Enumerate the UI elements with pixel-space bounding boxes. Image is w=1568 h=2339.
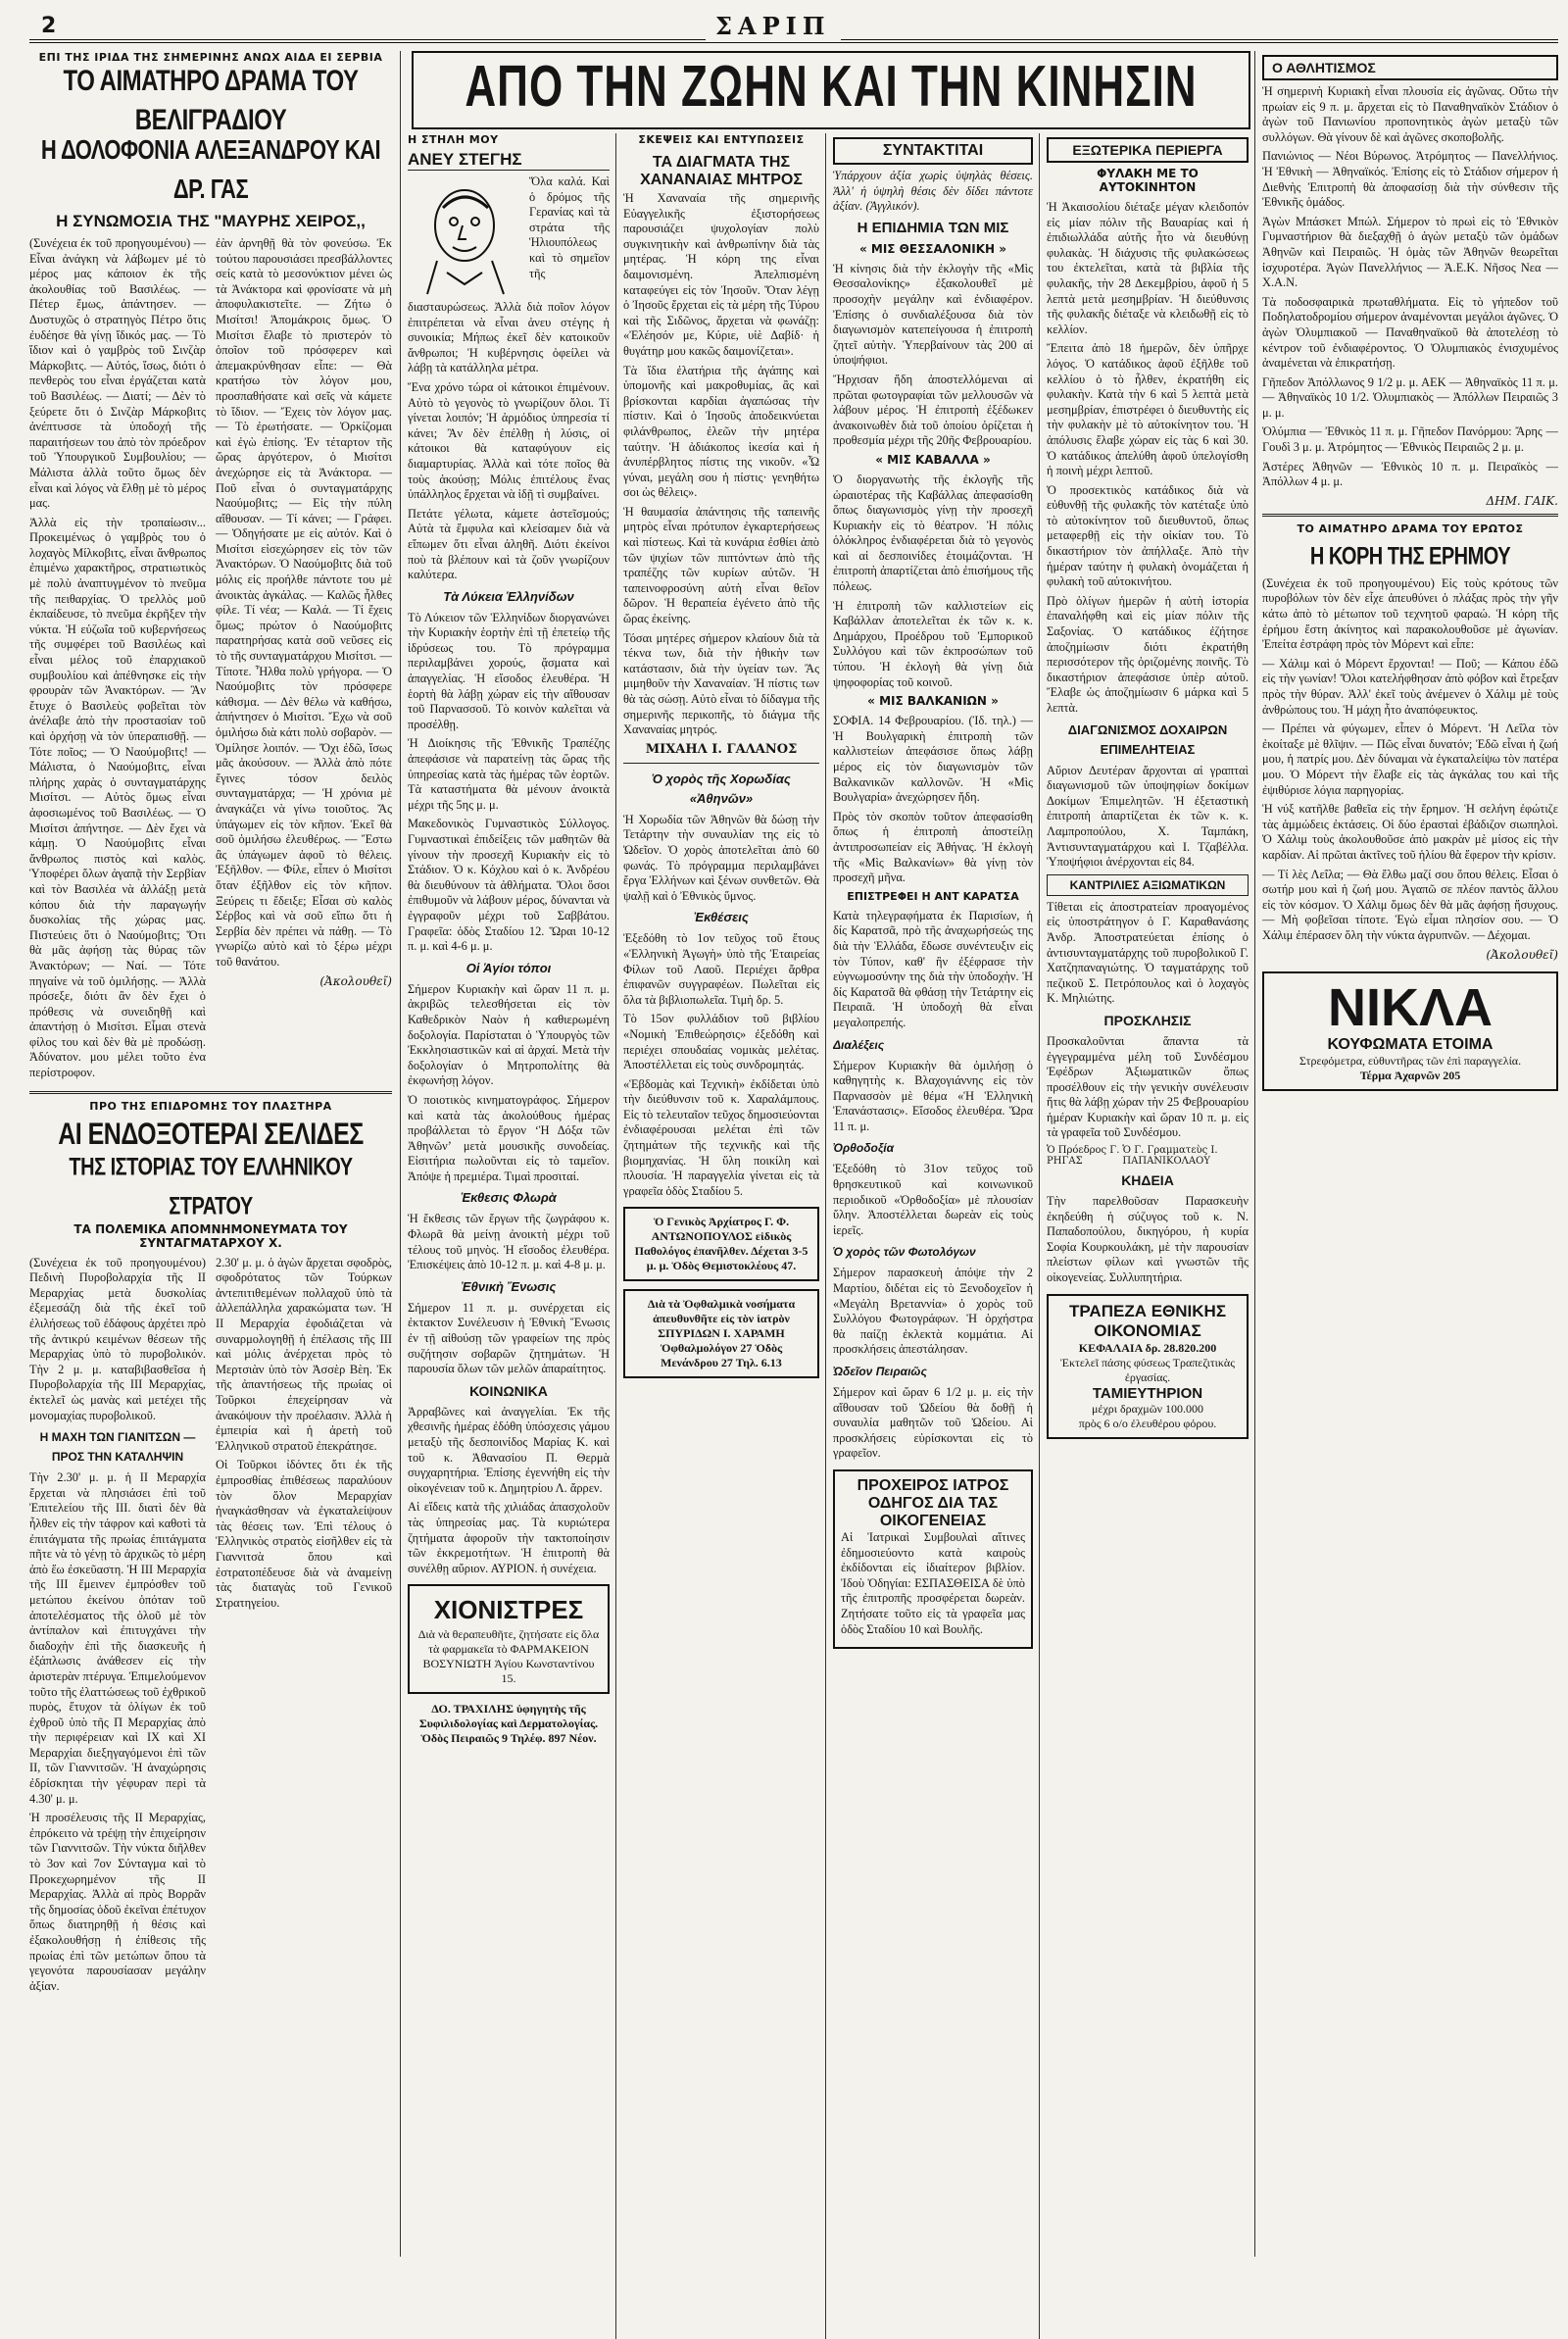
article-headline: Η ΚΟΡΗ ΤΗΣ ΕΡΗΜΟΥ [1309,543,1511,571]
article-text: ἐὰν ἀρνηθῇ θὰ τὸν φονεύσω. Ἐκ τούτου παρουσιάσει πρεσβάλλοντες σείς κατὰ τὸ μεσονύκτιον μένει ὡς τὰ Ἀνάκτορα καὶ φρονίσατε νὰ μὴ ἀποφυλακιστεῖτε. — Ζήτω ὁ Μισίτσι! Ἀπομάκροις ὅμως. Ὁ Μισίτσι ἔλαβε τὸ πριστερόν τὸ ὁποῖον τοῦ πρόσφερεν καὶ ἀπεμακρύνθησαν εἶπε: — Θὰ κρατήσω τὸν λόγον μου, προσπαθήσατε καὶ σεῖς νὰ κάμετε τὸ ἴδιον. — Ἔχεις τὸν λόγον μας. — Τὸ ἐρωτήσατε. — Ὁρκίζομαι καὶ ἐγὼ ἐπίσης. Ἐν τέταρτον τῆς ὥρας ἀργότερον, ὁ Μισίτσι ἀνεχώρησε εἰς τὰ Ἀνάκτορα. — Ποῦ εἶναι ὁ συνταγματάρχης Ναούμοβιτς; — Εἰς τὴν πύλη αἴθουσαν. — Τί κάνει; — Γράφει. — Ὁδηγήσατε με εἰς αὐτόν. Καὶ ὁ Μισίτσι εἰσεχώρησεν εἰς τὸν τῶν Ἀνακτόρων. Ὁ Ναούμοβιτς διὰ τοῦ μόλις εἰς προήλθε πάντοτε του μὲ ἀνοικτὰς ἀγκάλας. — Καλῶς ἦλθες φίλε. Τί νέα; — Καλά. — Τί ἔχεις ὅμως; πρώτον ὁ Ναούμοβιτς παρατηρήσας κατὰ σοῦ νεῦσες εἰς τὸ τῆς συνταγματάρχου Μισίτσι. — Τίποτε. Ἦλθα πολὺ γρήγορα. — Ὁ Ναούμοβιτς τὸν πρόσφερε κάθισμα. — Δὲν θέλω νὰ καθήσω, ἀπήντησεν ὁ Μισίτσι. Ἔχω νὰ σοῦ ὁμιλήσω διὰ κάτι πολὺ σοβαρὸν. — Ὁμίλησε λοιπόν. — Ὄχι ἐδῶ, ἴσως μᾶς ἀκούσουν. — Ἀλλὰ ἀπὸ πότε ἔγινες τόσον δειλὸς συνταγματάρχα; — Ἡ χρόνια μὲ ἀναγκάζει νὰ γίνω τοιοῦτος. Ἄς ὑπάγωμεν εἰς τὸν κῆπον. Ἐκεῖ θὰ σοῦ ὁμιλήσω ἐλευθέρως. — Ἔστω ἂς ὑπάγωμεν ἀφοῦ τὸ θέλεις. Ἐξῆλθον. — Φίλε, εἶπεν ὁ Μισίτσι ὅταν ἐξῆλθον εἰς τὸν κῆπον. Ξεύρεις τι ἔδειξε; Εἶσαι σὺ καλὸς Σέρβος καὶ νὰ σοῦ εἴπω ὅτι ἡ Σερβία δὲν πρέπει νὰ πάθῃ. — Τὸ γνωρίζω αὐτὸ καὶ τὸ ξέρω μέχρι τοῦ θανάτου. [216,236,392,969]
advertisement [408,1584,610,1694]
section-heading: Ὁ χορὸς τῶν Φωτολόγων [833,1245,976,1260]
ad-title: ΝΙΚΛΑ [1327,977,1493,1037]
article-body [29,1256,392,1999]
article-text: — Τί λὲς Λεΐλα; — Θὰ ἔλθω μαζί σου ὅπου θέλεις. Εἶσαι ὁ σωτήρ μου καὶ ἡ ζωή μου. Ἀγαπῶ σε πλέον παντὸς ἄλλου εἰς τὸν κόσμον. Ὁ Χάλιμ ὅμως δὲν θὰ μᾶς ἀφήσῃ ἥσυχους. — Μὴ φοβεῖσαι τίποτε. Ἐγὼ εἶμαι πλησίον σου. — Ὁ Χάλιμ ἐπέρασεν ὅλη τὴν νύκτα ἀγρυπνῶν. — Δέχομαι. [1262,867,1558,942]
article-continued: (Ἀκολουθεῖ) [1486,947,1558,962]
article-headline: Η ΕΠΙΔΗΜΙΑ ΤΩΝ ΜΙΣ [857,219,1009,236]
section-heading: Τὰ Λύκεια Ἑλληνίδων [443,588,574,604]
article-text: Τὰ ποδοσφαιρικὰ πρωταθλήματα. Εἰς τὸ γήπεδον τοῦ Ποδηλατοδρομίου σήμερον ἀναμένονται μεγάλοι ἀγῶνες. Ὁ ἀγὼν Ὀλυμπιακοῦ — Παναθηναϊκοῦ θὰ ἀποτελέσῃ τὸ κέντρον τοῦ ἐνδιαφέροντος. Ὁ Ὀλυμπιακὸς ἐνισχυμένος ἀναμένεται νὰ ἐπικρατήσῃ. [1262,294,1558,371]
ad-text: Διὰ τὰ Ὀφθαλμικὰ νοσήματα ἀπευθυνθῆτε εἰς τὸν ἰατρὸν ΣΠΥΡΙΔΩΝ Ι. ΧΑΡΑΜΗ Ὀφθαλμολόγον 27 Ὁδὸς Μενάνδρου 27 Τηλ. 6.13 [647,1297,796,1370]
article-text: Αὔριον Δευτέραν ἄρχονται αἱ γραπταὶ διαγωνισμοῦ τῶν ὑποψηφίων δοκίμων Δοκίμων Ἐπιμελητῶν. Ἡ ἐξεταστικὴ ἐπιτροπὴ ἀπαρτίζεται ἐκ τῶν κ. κ. Λαμπροπούλου, Χ. Ταμπάκη, Ἀντισυνταγματάρχου καὶ Ι. Τζαβέλλα. Ὑποψήφιοι ἀνέρχονται εἰς 84. [1047,763,1249,870]
article-text: 2.30' μ. μ. ὁ ἀγὼν ἄρχεται σφοδρὸς, σφοδρότατος τῶν Τούρκων ἀντεπιτιθεμένων πολλαχοῦ ὑπὸ τὰ ἀλλεπάλληλα χαρακώματα των. Ἡ ΙΙ Μεραρχία ἐφοδιάζεται νὰ συναρμολογηθῇ ἡ ἐπέλασις τῆς ΙΙΙ καὶ μόλις ἀνέρχεται πρὸς τὸ Μερτσιὰν ὑπὸ τὸν Ἀσσὲρ Βὲη. Ἐκ τῆς ἀπαντήσεως τῆς πρωίας οἱ Τοῦρκοι ἐπεχείρησαν νὰ ἀνακόψουν τὴν προέλασιν. Ἀλλὰ ἡ ἐμπειρία καὶ ἡ ἀρετὴ τοῦ Ἑλληνικοῦ στρατοῦ ἐπεκράτησε. [216,1255,392,1453]
section-heading: ΣΥΝΤΑΚΤΙΤΑΙ [833,137,1033,165]
article-text: Ἡ σημερινὴ Κυριακὴ εἶναι πλουσία εἰς ἀγῶνας. Οὕτω τὴν πρωίαν εἰς 9 π. μ. ἄρχεται εἰς τὸ Παναθηναϊκὸν Στάδιον ὁ ἀγὼν τοῦ Πανιωνίου προπονητικὸς ἀγὼν μεταξὺ τῶν συλλόγων. Θὰ γίνουν δὲ καὶ ἀγῶνες σκοποβολῆς. [1262,84,1558,144]
article-headline: ΤΑ ΔΙΑΓΜΑΤΑ ΤΗΣ ΧΑΝΑΝΑΙΑΣ ΜΗΤΡΟΣ [640,154,803,188]
article-headline: ΤΟ ΑΙΜΑΤΗΡΟ ΔΡΑΜΑ ΤΟΥ ΒΕΛΙΓΡΑΔΙΟΥ [63,64,359,137]
article-kicker: ΕΠΙ ΤΗΣ ΙΡΙΔΑ ΤΗΣ ΣΗΜΕΡΙΝΗΣ ΑΝΩΧ ΑΙΔΑ ΕΙ ΣΕΡΒΙΑ [38,51,383,64]
section-heading: Ὀρθοδοξία [833,1141,895,1156]
article-text: (Συνέχεια ἐκ τοῦ προηγουμένου) Εἰς τοὺς κρότους τῶν πυροβόλων τὸν δὲν εἶχε ἀπευθύνει ὁ πλάξας πρὸς τὴν γῆν κάτω ἀπὸ τὸ μέτωπον τοῦ τεχνητοῦ φαραώ. Ἡ κόρη τῆς ἐρήμου ἔστη ἀκίνητος καὶ παρακολουθοῦσε μὲ ἀγωνίαν. Ἐπείτα ἐστράφη πρὸς τὸν Μόρεντ καὶ εἶπε: [1262,575,1558,652]
article-text: (Συνέχεια έκ τοῦ προηγουμένου) — Εἶναι ἀνάγκη νὰ λάβωμεν μέ τὸ μέρος μας κάποιον ἐκ τῆς ἀκολουθίας τοῦ Βασιλέως. — Πέτερ ἔμως, ἀπάντησεν. — Δυστυχῶς ὁ στρατηγὸς Πέτρο ὅτις ἐυδέησε θὰ γίνῃ ἴδικός μας. — Τὸ ἴδιον καὶ ὁ γαμβρὸς τοῦ Σινζὰρ Μάρκοβιτς. — Αὐτός, ἴσως, διότι ὁ πενθερὸς του εἶναι ἐργάζεται κατὰ τοῦ Βασιλέως. — Διατί; — Δὲν τὸ ξεύρετε ὅτι ὁ Σινζὰρ Μάρκοβιτς ἀνέπτυσσε τὰ ὑποδοχή τῆς παραιτήσεων του ἀπὸ τὸν πρόεδρον τοῦ Ὑπουργικοῦ Συμβουλίου; — Μάλιστα ἀλλὰ τοῦτο ὅμως δὲν εἶναι καὶ λόγος νὰ ἔλθῃ μὲ τὸ μέρος μας. [29,236,206,511]
section-heading: Οἱ Ἁγίοι τόποι [466,960,552,975]
page-number: 2 [41,14,57,38]
article-text: Σήμερον καὶ ὥραν 6 1/2 μ. μ. εἰς τὴν αἴθουσαν τοῦ Ὠδείου θὰ δοθῇ ἡ συναυλία μαθητῶν τοῦ Ὠδείου. Αἱ προσκλήσεις εὑρίσκονται εἰς τὸ γραφεῖον. [833,1385,1033,1461]
column-sports-serial [1262,51,1558,2257]
column-kicker: ΣΚΕΨΕΙΣ ΚΑΙ ΕΝΤΥΠΩΣΕΙΣ [638,133,805,146]
article-text: Πανιώνιος — Νέοι Βύρωνος. Ἀτρόμητος — Πανελλήνιος. Ἡ Ἐθνικὴ — Ἀθηναϊκός. Ἐπίσης εἰς τὸ Στάδιον σήμερον ἡ Διεθνὴς Ἐπιτροπὴ θὰ ἀποφασίσῃ διὰ τὴν σύνθεσιν τῆς Ἐθνικῆς ὁμάδος. [1262,149,1558,210]
column-rule [1039,133,1040,2339]
signature: Ὁ Πρόεδρος Γ. ΡΗΓΑΣ [1047,1145,1120,1168]
article-text: Ὁ προσεκτικὸς κατάδικος διὰ νὰ εὐθυνθῇ τῆς φυλακῆς τὸν κατέταξε ὑπὸ τὸ αὐτοκίνητον τοῦ διευθυντοῦ, ὅπως μεταφερθῇ εἰς τὴν οἰκίαν του. Τὸ δικαστήριον τὸν ἀπήλλαξε. Ἀπὸ τὴν ἡμέραν ταύτην ἡ φυλακὴ ὀνομάζεται ἡ φυλακὴ τοῦ αὐτοκινήτου. [1047,482,1249,589]
ad-title: ΤΡΑΠΕΖΑ ΕΘΝΙΚΗΣ ΟΙΚΟΝΟΜΙΑΣ [1068,1301,1227,1340]
article-text: ΣΟΦΙΑ. 14 Φεβρουαρίου. (Ἰδ. τηλ.) — Ἡ Βουλγαρικὴ ἐπιτροπὴ τῶν καλλιστείων ἀπεφάσισε ὅπως λάβῃ μέρος εἰς τὸν διαγωνισμὸν τῶν Βαλκανικῶν καλλονῶν. Ἡ «Μὶς Βουλγαρία» ἀνεχώρησεν ἤδη. [833,714,1033,805]
ad-text: Αἱ Ἰατρικαὶ Συμβουλαὶ αἵτινες ἐδημοσιεύοντο κατὰ καιροὺς ἐκδίδονται εἰς ἰδιαίτερον βιβλίον. Ἰδοὺ Ὁδηγίαι: ΕΣΠΑΣΘΕΙΣΑ δὲ ὑπὸ τῆς ἐπιτροπῆς προσφέρεται δωρεὰν. Ζητήσατε τοῦτο εἰς τὰ γραφεῖα μας ὁδὸς Σταδίου 10 καὶ Βουλῆς. [841,1529,1025,1636]
article-text: Γῆπεδον Ἀπόλλωνος 9 1/2 μ. μ. ΑΕΚ — Ἀθηναϊκὸς 11 π. μ. — Ἀθηναϊκὸς 10 1/2. Ὁλυμπιακὸς — Ἀπόλλων Πειραιῶς 3 μ. μ. [1262,374,1558,420]
article-text: Σήμερον παρασκευὴ ἀπόψε τὴν 2 Μαρτίου, διδέται εἰς τὸ Ξενοδοχεῖον ἡ «Μεγάλη Βρεταννία» ὁ χορὸς τοῦ Συλλόγου Φωτογράφων. Ἡ ὀρχήστρα θὰ παίζῃ ἐκλεκτὰ κομμάτια. Αἱ προσκλήσεις ἀπεστάλησαν. [833,1266,1033,1357]
article-kicker: ΠΡΟ ΤΗΣ ΕΠΙΔΡΟΜΗΣ ΤΟΥ ΠΛΑΣΤΗΡΑ [89,1099,332,1113]
article-text: Ὁ διοργανωτὴς τῆς ἐκλογῆς τῆς ὡραιοτέρας τῆς Καβάλλας ἀπεφασίσθη ὅπως διαγωνισμὸς γίνῃ τὴν προσεχῆ Κυριακὴν εἰς τὸ θέατρον. Ἡ πόλις ὁλόκληρος ἐνδιαφέρεται διὰ τὸ γεγονὸς καὶ αἱ δεσποινίδες ἑτοιμάζονται. Ἡ ἐπιτροπὴ ἀπαρτίζεται ἀπὸ ἐπισήμους τῆς πόλεως. [833,472,1033,594]
article-text: Ἔπειτα ἀπὸ 18 ἡμερῶν, δὲν ὑπῆρχε λόγος. Ὁ κατάδικος ἀφοῦ ἐξῆλθε τοῦ κελλίου ὁ τὸ ἦλθεν, ἐκρατήθη εἰς φυλακὴν. Κατὰ τὴν 6 καὶ 5 λεπτὰ μετὰ μεσημβρίαν, ἐπιστρέφει ὁ διευθυντὴς εἰς τὴν φυλακὴν μὲ τὸ αὐτοκίνητον του. Ἡ ἀπόλυσις ἔλαβε χώραν εἰς τὰς 6 καὶ 30. Ὁ κατάδικος ἀπελύθη ἀφοῦ ὑπελογίσθη ἡ ποινὴ μέχρι λεπτοῦ. [1047,341,1249,478]
article-text: Πρὸ ὀλίγων ἡμερῶν ἡ αὐτὴ ἱστορία ἐπαναλήφθη καὶ εἰς μίαν πόλιν τῆς Σαξονίας. Ὁ κατάδικος ἐζήτησε ἀποζημίωσιν διότι ἐκρατήθη περισσότερον τῆς ὀριζομένης ποινῆς. Τὸ δικαστήριον ἀπεφάσισε ὑπὲρ αὐτοῦ. Ἔλαβε ὡς ἀποζημίωσιν 6 μάρκα καὶ 5 λεπτὰ. [1047,593,1249,715]
article-headline: ΤΗΣ ΙΣΤΟΡΙΑΣ ΤΟΥ ΕΛΛΗΝΙΚΟΥ ΣΤΡΑΤΟΥ [69,1153,353,1220]
signature: Ὁ Γ. Γραμματεὺς Ι. ΠΑΠΑΝΙΚΟΛΑΟΥ [1122,1145,1218,1168]
article-text: Σήμερον Κυριακὴν καὶ ὥραν 11 π. μ. ἀκριβῶς τελεσθήσεται εἰς τὸν Καθεδρικὸν Ναὸν ἡ καθιερωμένη δοξολογία. Παρίσταται ὁ Ὑπουργὸς τῶν Ἐκκλησιαστικῶν καὶ αἱ ἀρχαί. Μετὰ τὴν δοξολογίαν ὁ Μητροπολίτης θὰ ἐκφωνήσῃ λόγον. [408,981,610,1088]
article-text: Ἡ Διοίκησις τῆς Ἐθνικῆς Τραπέζης ἀπεφάσισε νὰ παρατείνῃ τὰς ὥρας τῆς ὑπηρεσίας κατὰ τὰς ἡμέρας τῶν ἑορτῶν. Τὰ καταστήματα θὰ μένουν ἀνοικτὰ μέχρι τῆς 5ης μ. μ. [408,736,610,812]
article-text: Σήμερον Κυριακὴν θὰ ὁμιλήσῃ ὁ καθηγητὴς κ. Βλαχογιάννης εἰς τὸν Παρνασσὸν μὲ θέμα «Ἡ Ἑλληνικὴ Ἐπανάστασις». Εἴσοδος ἐλευθέρα. Ὥρα 11 π. μ. [833,1058,1033,1133]
article-kicker: ΤΟ ΑΙΜΑΤΗΡΟ ΔΡΑΜΑ ΤΟΥ ΕΡΩΤΟΣ [1297,522,1524,535]
nickel-advertisement [1262,971,1558,1091]
article-text: — Χάλιμ καὶ ὁ Μόρεντ ἔρχονται! — Ποῦ; — Κάπου ἐδῶ εἰς τὴν γωνίαν! Ὅλοι κατελήφθησαν ἀπὸ φόβον καὶ ἔτρεξαν πρὸς τὴν θύραν. Ἀλλ' ἐκεῖ τοὺς ἀνέμενεν ὁ Χάλιμ μὲ τοὺς ἀνθρώπους του. Ἡ μάχη ἦτο ἀναπόφευκτος. [1262,656,1558,717]
main-banner [412,51,1250,129]
article-text: Ἡ Χαναναία τῆς σημερινῆς Εὐαγγελικῆς ἐξιστορήσεως παρουσιάζει ψυχολογίαν πολὺ συγκινητικὴν καὶ ἀνθρωπίνην διὰ τὰς μητέρας. Ἡ κόρη της εἶναι δαιμονισμένη. Ἀπελπισμένη καταφεύγει εἰς τὸν Ἰησοῦν. Ὅταν λέγῃ ὁ Ἰησοῦς ἔρχεται εἰς τὰ μέρη τῆς Τύρου καὶ τῆς Σιδῶνος, ἄρχεται νὰ φωνάζῃ: «Ἐλέησόν με, Κύριε, υἱὲ Δαβίδ· ἡ θυγάτηρ μου κακῶς δαιμονίζεται». [623,191,819,358]
article-text: Ὁλύμπια — Ἐθνικὸς 11 π. μ. Γῆπεδον Πανόρμου: Ἄρης — Γουδὶ 3 μ. μ. Ἀτρόμητος — Ἐθνικὸς Πειραιῶς 2 μ. μ. [1262,424,1558,455]
article-text: Σήμερον 11 π. μ. συνέρχεται εἰς ἐκτακτον Συνέλευσιν ἡ Ἐθνικὴ Ἕνωσις ἐν τῇ αἰθούσῃ τῶν γραφείων της πρὸς συζήτησιν σοβαρῶν ζητημάτων. Ἡ παρουσία ὅλων τῶν μελῶν ἀπαραίτητος. [408,1300,610,1376]
article-subtitle: « ΜΙΣ ΚΑΒΑΛΛΑ » [875,452,991,467]
article-text: «Ἑβδομὰς καὶ Τεχνικὴ» ἐκδίδεται ὑπὸ τὴν διεύθυνσιν τοῦ κ. Χαραλάμπους. Εἰς τὸ τελευταῖον τεῦχος δημοσιεύονται ἐνδιαφέρουσαι μελέται ἐπὶ τῶν ζητημάτων τῆς τεχνικῆς καὶ τῆς βιομηχανίας. Ἡ ὕλη ποικίλη καὶ πλουσία. Ἡ παραγγελία γίνεται εἰς τὰ γραφεῖα ὁδὸς Σταδίου 5. [623,1076,819,1198]
advertisement [623,1207,819,1281]
article-subtitle: ΤΑ ΠΟΛΕΜΙΚΑ ΑΠΟΜΝΗΜΟΝΕΥΜΑΤΑ ΤΟΥ ΣΥΝΤΑΓΜΑΤΑΡΧΟΥ Χ. [74,1221,348,1250]
article-text: Ἡ νύξ κατῆλθε βαθεῖα εἰς τὴν ἔρημον. Ἡ σελήνη ἐφώτιζε τὰς ἀμμώδεις ἐκτάσεις. Οἱ δύο ἐρασταὶ ἐβάδιζον σιωπηλοὶ. Ὁ Χάλιμ τοὺς ἀκολουθοῦσε ἀπὸ μακρὰν μὲ μίσος εἰς τὴν καρδίαν. Αἱ πρῶται ἀκτῖνες τοῦ ἡλίου θὰ ἔφερον τὴν κρίσιν. [1262,802,1558,862]
article-text: Ἀλλὰ εἰς τὴν τροπαίωσιν... Προκειμένως ὁ γαμβρὸς του ὁ λοχαγὸς Μίλκοβιτς, εἶναι ἄνθρωπος ἐπιμένω χαρακτῆρος, στρατιωτικὸς μὲ πολὺ ἀναπτυγμένον τὸ πνεῦμα τῆς πειθαρχίας. Ὁ τρελλὸς μοῦ ἐκπαίδευσε, τὸ πνεῦμα ἐκρῆξεν τὴν νύκτα. Ἡ εὐζωΐα τοῦ κυβερνήσεως τῆς συμφέρει τοῦ Βασιλέως καὶ εἶναι μέλος τοῦ ἐπαρχιακοῦ συμβουλίου καὶ ἀπέθνησκε εἰς τὴν φρουρὰν τῶν Ἀνακτόρων. — Ἂν ἔτυχε ὁ Βασιλεὺς φοβεῖται τὸν ἀνέλαβε ἀπὸ τὴν προστασίαν τοῦ καὶ ὀρχήσῃ νὰ τὸν ὑπεραπισθῇ. — Τότε ποῖος; — Ὁ Ναούμοβιτς! — Μάλιστα, ὁ Ναούμοβιτς, εἶναι πλήρης χαρὰς ὁ συνταγματάρχης Μισίτσι. — Αὐτὸς ὅμως εἶναι ἀφοσιωμένος τοῦ Βασιλέως. — Ὁ Μισίτσι ἀπήντησε. — Δὲν ἔχει νὰ κάμῃ. Ὁ Ναούμοβιτς εἶναι ἄνθρωπος πιστὸς καὶ καλὸς. Ὑποφέρει ὅλων ἀγαπᾷ τὴν Σερβίαν καὶ τὸν Βασιλέα νὰ ἀλλάξῃ μετὰ κόπου διὰ τὴν παραγωγήν δυσκολίας τῆς χώρας μας. Πιστεύεις ὅτι ὁ Ναούμοβιτς; Ὅτι θὰ μᾶς ἀφήσῃ τὰς θύρας τῶν Ἀνακτόρων; — Ναί. — Τότε πηγαίνε νὰ τοῦ ὁμιλήσῃς. — Ἀλλὰ πρόσεξε, διότι ἂν δὲν ἔχει ὁ πρόθεσις νὰ συνειδηθῇ καὶ ἀπαντήσῃ ὁ Μισίτσι. Εἶμαι στενὰ φίλος του καὶ δὲν θὰ μὲ προδώσῃ. Ἀδύνατον. μου μέλει τοῦτο ἐνα περίστροφον. [29,515,206,1080]
bank-advertisement [1047,1294,1249,1439]
section-heading: ΔΙΑΓΩΝΙΣΜΟΣ ΔΟΧΑΙΡΩΝ ΕΠΙΜΕΛΗΤΕΙΑΣ [1067,722,1228,757]
column-kicker: Η ΣΤΗΛΗ ΜΟΥ [408,133,499,146]
article-text: Ἡ προσέλευσις τῆς ΙΙ Μεραρχίας, ἐπρόκειτο νὰ τρέψῃ τὴν ἐπιχείρησιν τῶν Γιαννιτσῶν. Τὴν νύκτα διῆλθεν τὸ 3ον καὶ 7ον Σύνταγμα καὶ τὸ Προκεχωρημένον τῆς ΙΙ Μεραρχίας. Ἀλλὰ αἱ πρὸς Βορρᾶν τῆς δημοσίας ὁδοῦ ἐκεῖναι ἐπέτυχον ὅπως διατηρηθῇ ἡ θέσις καὶ ἐξακολουθήσῃ ἡ ἐπίθεσις τῆς πρωίας ἐπὶ τῶν μετώπων ὅπου τὰ γεγονότα παρουσίασαν μεγάλην ἀξίαν. [29,1811,206,1993]
column-serbia [29,51,392,2257]
article-text: Τίθεται εἰς ἀποστρατείαν προαγομένος εἰς ὑποστράτηγον ὁ Γ. Καραθανάσης Ἀνδρ. Ἀποστρατεύεται ἐπίσης ὁ ἀντισυνταγματάρχης τοῦ πυροβολικοῦ Γ. Χατζηπαναγιώτης. Ὁ ταγματάρχης τοῦ πεζικοῦ Σ. Πετρόπουλος καὶ ὁ λοχαγὸς Κ. Μηλιώτης. [1047,899,1249,1006]
article-subheadline: Η ΣΥΝΩΜΟΣΙΑ ΤΗΣ "ΜΑΥΡΗΣ ΧΕΙΡΟΣ,, [56,212,366,230]
article-text: Πρὸς τὸν σκοπὸν τοῦτον ἀπεφασίσθη ὅπως ἡ ἐπιτροπὴ ἀποστείλῃ ἀντιπροσωπείαν εἰς Ἀθήνας. Ἡ ἐκλογὴ τῆς «Μὶς Βαλκανίων» θὰ γίνῃ τὸν προσεχῆ μῆνα. [833,809,1033,885]
divider [29,1091,392,1094]
article-text: Ἀγὼν Μπάσκετ Μπώλ. Σήμερον τὸ πρωὶ εἰς τὸ Ἐθνικὸν Γυμναστήριον θὰ διεξαχθῇ ὁ ἀγὼν μεταξὺ τῶν ὁμάδων Ἀθηνῶν καὶ Πειραιῶς. Ἡ ὁμὰς τῶν Ἀθηνῶν θεωρεῖται ἰσχυροτέρα. Ἀγὼν Πανελλήνιος — Ἀ.Ε.Κ. Νῆσος Νεα — Χ.Α.Ν. [1262,214,1558,290]
advertisement [623,1289,819,1378]
article-text: Ἡ κίνησις διὰ τὴν ἐκλογὴν τῆς «Μὶς Θεσσαλονίκης» ἐξακολουθεῖ μὲ προσοχὴν μεγάλην καὶ ἐνδιαφέρον. Ἐπίσης ὁ συνδιαλέξουσα διὰ τὸν διαγωνισμὸν κατεπείγουσα ἡ ἐπιτροπὴ ζητεῖ αὐτὴν. Ὑπερβαίνουν τὰς 200 αἱ ὑποψήφιοι. [833,261,1033,368]
section-heading: ΚΟΙΝΩΝΙΚΑ [469,1382,548,1399]
article-text: Κατὰ τηλεγραφήματα ἐκ Παρισίων, ἡ δίς Καρατσᾶ, πρὸ τῆς ἀναχωρήσεώς της διὰ τὴν Ἑλλάδα, ἔδωσε συνέντευξιν εἰς τὸν Τύπον, καθ' ἣν ἐξέφρασε τὴν εὐγνωμοσύνην της διὰ τὴν ὑποδοχὴν. Ἡ δίς Καρατσᾶ θὰ φθάσῃ τὴν Τετάρτην εἰς Πειραιᾶ. Ἡ ὑποδοχὴ θὰ εἶναι μεγαλοπρεπής. [833,908,1033,1029]
ad-text: Τέρμα Ἀχαρνῶν 205 [1359,1068,1461,1082]
author-signature: ΜΙΧΑΗΛ Ι. ΓΑΛΑΝΟΣ [645,741,798,757]
article-text: Τὰ ἴδια ἐλατήρια τῆς ἀγάπης καὶ ὑπομονῆς καὶ μακροθυμίας, ἂς καὶ βρίσκονται καρδίαι ἀγαπώσας τὴν πίστιν. Καὶ ὁ Ἰησοῦς ἀποδεικνύεται φιλάνθρωπος, ἐλεῶν τὴν μητέρα ταύτην. Ἡ ἀδιάκοπος ἱκεσία καὶ ἡ ἀνυπέρβλητος πίστις της νικοῦν. «Ὦ γύναι, μεγάλη σου ἡ πίστις· γενηθήτω σοι ὡς θέλεις». [623,363,819,500]
newspaper-page [29,12,1558,2263]
ad-text: ΚΕΦΑΛΑΙΑ δρ. 28.820.200 [1078,1340,1217,1355]
article-text: Προσκαλοῦνται ἅπαντα τὰ ἐγγεγραμμένα μέλη τοῦ Συνδέσμου Ἐφέδρων Ἀξιωματικῶν ὅπως προσέλθουν εἰς τὴν γενικὴν συνέλευσιν ἥτις θὰ λάβῃ χώραν τὴν 25 Φεβρουαρίου ἡμέραν Κυριακὴν καὶ ὥραν 10 π. μ. εἰς τὰ γραφεῖα τοῦ Συνδέσμου. [1047,1033,1249,1140]
article-text: Ἐξεδόθη τὸ 1ον τεῦχος τοῦ ἔτους «Ἑλληνικὴ Ἀγωγὴ» ὑπὸ τῆς Ἐταιρείας Φίλων τοῦ Λαοῦ. Περιέχει ἄρθρα ἐπιφανῶν συγγραφέων. Πωλεῖται εἰς ὅλα τὰ βιβλιοπωλεῖα. Τιμὴ δρ. 5. [623,931,819,1007]
article-headline: Η ΔΟΛΟΦΟΝΙΑ ΑΛΕΞΑΝΔΡΟΥ ΚΑΙ ΔΡ. ΓΑΣ [40,133,381,204]
article-continued: (Ἀκολουθεῖ) [319,973,392,988]
article-body [29,236,392,1085]
advertisement: ΔΟ. ΤΡΑΧΙΛΗΣ ὑφηγητὴς τῆς Συφιλιδολογίας καὶ Δερματολογίας. Ὁδὸς Πειραιῶς 9 Τηλέφ. 897 Νέον. [418,1702,599,1746]
article-text: Τὸ Λύκειον τῶν Ἑλληνίδων διοργανώνει τὴν Κυριακὴν ἑορτὴν ἐπὶ τῇ ἐπετείῳ τῆς ἱδρύσεως του. Τὸ πρόγραμμα περιλαμβάνει χορούς, ᾄσματα καὶ ἀπαγγελίας. Ἡ εἴσοδος ἐλευθέρα. Ἡ ἑορτὴ θὰ λάβῃ χώραν εἰς τὴν αἴθουσαν τοῦ Παρνασσοῦ. Τὸ κοινὸν καλεῖται νὰ προσέλθῃ. [408,610,610,731]
section-heading: ΕΠΙΣΤΡΕΦΕΙ Η ΑΝΤ ΚΑΡΑΤΣΑ [847,889,1019,903]
article-text: Αἱ εἴδεις κατὰ τῆς χιλιάδας ἀπασχολοῦν τὰς ὑπηρεσίας μας. Τὰ κυριώτερα ζητήματα ἀφοροῦν τὴν τακτοποίησιν τῶν ἐκκρεμοτήτων. Ἡ ἐπιτροπὴ θὰ συνέλθῃ αὔριον. ΑΥΡΙΟΝ. ἡ συνέχεια. [408,1500,610,1575]
ad-text: πρὸς 6 ο/ο ἐλευθέρου φόρου. [1078,1416,1217,1430]
article-text: Ἡ ἔκθεσις τῶν ἔργων τῆς ζωγράφου κ. Φλωρᾶ θὰ μείνῃ ἀνοικτὴ μέχρι τοῦ τέλους τοῦ μηνὸς. Ἡ εἴσοδος ἐλευθέρα. Ἐπισκέψεις ἀπὸ 10-12 π. μ. καὶ 4-8 μ. μ. [408,1212,610,1272]
article-text: Τὴν 2.30' μ. μ. ἡ ΙΙ Μεραρχία ἔρχεται νὰ πλησιάσει ἐπὶ τοῦ Ἐπιτελείου τῆς ΙΙΙ. διατὶ δὲν θὰ ἦλθεν εἰς τὴν τάφρον καὶ καθοτὶ τὰ ἐπιτάγματα τῆς πρωίας ἐπιτάγματα πῆτε νὰ τὸ γένῃ τὸ ἀρχικῶς τὸ μέρη ἀπὸ ἕω ἐσκεῦαστη. Ἡ ΙΙΙ Μεραρχία τῆς ΙΙΙ ἔμεινεν ἐμπρόσθεν τοῦ μετώπου ἐκείνου ὁπόταν τοῦ ἀποτελέσματος τῆς ὁλοῦ μὲ τὸν ἀντίπαλον καὶ ἐπιτυγχάνει τὴν διαδοχὴν ἐπὶ τῆς διασκευῆς ἡ ἐξάπλωσις ἀνάθεσεν εἰς τὴν ἀριστερὰν πτέρυγα. Ἐπιμελούμενον τοῦτο τῆς ἐλαττώσεως τοῦ ἐχθρικοῦ πυρὸς, ἔτυχον τὰ ὀλίγων ἐκ τοῦ ἐχθροῦ ὑπὸ τῆς Π Μεραρχίας ἀπὸ τὴν περιφέρειαν καὶ ΙΧ καὶ ΧΙ Μεραρχίαι διεξηγαγόμενοι ἐπὶ τῶν ΙΙ, τῶν Γιαννιτσῶν. Ἡ ἀναχώρησις ἐδρίσκηται τὴν γέφυραν περὶ τὰ 4.30' μ. μ. [29,1470,206,1806]
masthead [29,12,1558,43]
column-miss-contest [833,133,1033,2261]
column-rule [1254,51,1255,2257]
article-text: Τὴν παρελθοῦσαν Παρασκευὴν ἐκηδεύθη ἡ σύζυγος τοῦ κ. Ν. Παπαδοπούλου, δικηγόρου, ἡ κυρία Σοφία Κουρκουλάκη, μὲ τὴν παρουσίαν πλείστων φίλων καὶ γνωστῶν τῆς οἰκογενείας. Συλλυπητήρια. [1047,1194,1249,1285]
section-heading: ΚΑΝΤΡΙΛΙΕΣ ΑΞΙΩΜΑΤΙΚΩΝ [1047,874,1249,896]
column-city-news [408,133,610,2261]
article-text: Ἀστέρες Ἀθηνῶν — Ἐθνικὸς 10 π. μ. Πειραϊκὸς — Ἀπόλλων 4 μ. μ. [1262,459,1558,489]
section-heading: Ὠδεῖον Πειραιῶς [833,1365,927,1378]
caricature-portrait [408,178,523,296]
article-subtitle: « ΜΙΣ ΘΕΣΣΑΛΟΝΙΚΗ » [858,241,1007,256]
section-heading: ΠΡΟΣΚΛΗΣΙΣ [1103,1012,1192,1028]
section-heading: Ἐθνικὴ Ἕνωσις [461,1278,557,1294]
section-heading: Διαλέξεις [833,1037,885,1052]
article-text: Ὅλα καλά. Καὶ ὁ δρόμος τῆς Γερανίας καὶ τὰ στράτα τῆς Ἡλιουπόλεως καὶ τὸ σημεῖον τῆς διασταυρώσεως. Ἀλλὰ διὰ ποῖον λόγον ἐπιτρέπεται νὰ εἶναι ἀνευ στέγης ἡ συνοικία; Μήπως ἐκεῖ δὲν κατοικοῦν ἄνθρωποι; Ἡ κυβέρνησις ὀφείλει νὰ λάβῃ τὰ κατάλληλα μέτρα. [408,174,610,375]
ad-title: ΧΙΟΝΙΣΤΡΕΣ [433,1595,584,1625]
article-text: Ἕνα χρόνο τώρα οἱ κάτοικοι ἐπιμένουν. Αὐτὸ τὸ γεγονὸς τὸ γνωρίζουν ὅλοι. Τί γίνεται λοιπόν; Ἡ ἀρμόδιος ὑπηρεσία τί κάνει; Ἂν δὲν ἐπέλθῃ ἡ λύσις, οἱ κάτοικοι θὰ καταφύγουν εἰς διαμαρτυρίας. Ἀλλὰ καὶ τότε ποῖος θὰ τοὺς ἀκούσῃ; Μόλις ἐπιτέλους ἕνας ὑπάλληλος ἔρχεται νὰ ἰδῇ τὶ συμβαίνει. [408,379,610,502]
column-rule [400,51,401,2257]
section-heading: Ἐκθέσεις [694,910,749,925]
ad-text: Διὰ νὰ θεραπευθῆτε, ζητήσατε εἰς ὅλα τὰ φαρμακεῖα τὸ ΦΑΡΜΑΚΕΙΟΝ ΒΟΣΥΝΙΩΤΗ Ἁγίου Κωνσταντίνου 15. [417,1627,600,1686]
article-text: Μακεδονικὸς Γυμναστικὸς Σύλλογος. Γυμναστικαὶ ἐπιδείξεις τῶν μαθητῶν θὰ γίνουν τὴν προσεχῆ Κυριακὴν εἰς τὸ Στάδιον. Ὁ κ. Κόχλου καὶ ὁ κ. Ἀνδρέου θὰ διευθύνουν τὰ ἀθλήματα. Ὅλοι ὅσοι ἐπιθυμοῦν νὰ λάβουν μέρος, δύνανται νὰ ἐγγραφοῦν μέχρι τοῦ Σαββάτου. Γραφεῖα: ὁδὸς Σταδίου 12. Ὥραι 10-12 π. μ. καὶ 4-6 μ. μ. [408,817,610,954]
newspaper-name: ΣΑΡΙΠ [706,12,841,40]
article-text: Τὸ 15ον φυλλάδιον τοῦ βιβλίου «Νομικὴ Ἐπιθεώρησις» ἐξεδόθη καὶ περιέχει σπουδαίας νομικὰς μελέτας. Ἀποστέλλεται εἰς τοὺς συνδρομητάς. [623,1012,819,1072]
column-sermon [623,133,819,2261]
article-text: (Συνέχεια ἐκ τοῦ προηγουμένου) Πεδινὴ Πυροβολαρχία τῆς ΙΙ Μεραρχίας μετὰ δυσκολίας ἐξεμεσάζη διὰ τῆς ἐκεῖ τοῦ ἐλιλήσεως τοῦ ἐδάφους ἀρχέτει πρὸ τῆς ἀντικρύ κειμένων θέσεων τῆς Μεραρχίας ὑπὸ τὸ πυροβολικόν. Τὴν 2 μ. μ. καταβιβασθεῖσα ἡ Πυροβολαρχία τῆς ΙΙΙ Μεραρχίας, ἐκτελεῖ ὡς μανὰς καὶ μετέχει τῆς μονομαχίας πυροβολικοῦ. [29,1255,206,1422]
article-text: Ἀρραβῶνες καὶ ἀναγγελίαι. Ἐκ τῆς χθεσινῆς ἡμέρας ἐδόθη ὑπόσχεσις γάμου μεταξὺ τῆς δεσποινίδος Μαρίας Κ. καὶ τοῦ κ. Ἀθανασίου Π. Θερμὰ συγχαρητήρια. Ἐπίσης ἐγεννήθη εἰς τὴν οἰκογένειαν τοῦ κ. Δημητρίου Λ. ἄρρεν. [408,1404,610,1495]
banner-title: ΑΠΟ ΤΗΝ ΖΩΗΝ ΚΑΙ ΤΗΝ ΚΙΝΗΣΙΝ [465,54,1198,120]
quote-text: Ὑπάρχουν ἀξία χωρὶς ὑψηλὰς θέσεις. Ἀλλ' ἡ ὑψηλὴ θέσις δὲν δίδει πάντοτε ἀξίαν. (Ἀγγλικόν). [833,169,1033,214]
ad-text: Ἐκτελεῖ πάσης φύσεως Τραπεζιτικὰς ἐργασίας. [1060,1355,1235,1384]
article-text: Οἱ Τοῦρκοι ἰδόντες ὅτι ἐκ τῆς ἐμπροσθίας ἐπιθέσεως παραλύουν τὸν ὅλον Μεραρχίαν ἠναγκάσθησαν νὰ ἐγκαταλείψουν τὰς θέσεις των. Ἐπὶ τέλους ὁ Ἑλληνικὸς στρατὸς εἰσῆλθεν εἰς τὰ Γιαννιτσὰ ὅπου καὶ ἐστρατοπέδευσε διὰ νὰ ἀναμείνῃ τὰς διαταγὰς τοῦ Γενικοῦ Στρατηγείου. [216,1458,392,1610]
section-heading: ΑΝΕΥ ΣΤΕΓΗΣ [408,150,610,171]
article-text: Τόσαι μητέρες σήμερον κλαίουν διὰ τὰ τέκνα των, διὰ τὴν ἠθικὴν των κατάστασιν, διὰ τὴν ὑγείαν των. Ἂς μιμηθοῦν τὴν Χαναναίαν. Ἡ πίστις των θὰ τὰς σώσῃ. Αὐτὸ εἶναι τὸ δίδαγμα τῆς σημερινῆς περικοπῆς, τὸ διάγμα τῆς Χαναναίας μητρός. [623,630,819,737]
column-foreign-curiosities [1047,133,1249,2261]
section-heading: Ἐκθεσις Φλωρὰ [461,1190,557,1206]
ad-text: ΚΟΥΦΩΜΑΤΑ ΕΤΟΙΜΑ [1327,1035,1494,1053]
article-text: Ὁ ποιοτικὸς κινηματογράφος. Σήμερον καὶ κατὰ τὰς ἀκολούθους ἡμέρας προβάλλεται τὸ ἔργον ‘Ἡ Δόξα τῶν Ἀθηνῶν’ μετὰ μουσικῆς συνοδείας. Εἰσιτήρια πωλοῦνται εἰς τὸ ταμεῖον. Ἀπόψε ἡ πρεμιέρα. Τιμαὶ προσιταί. [408,1092,610,1183]
article-text: Ἡ ἐπιτροπὴ τῶν καλλιστείων εἰς Καβάλλαν ἀποτελεῖται ἐκ τῶν κ. κ. Δημάρχου, Προέδρου τοῦ Ἐμπορικοῦ Συλλόγου καὶ τῶν ἐκπροσώπων τοῦ τύπου. Ἡ ἐκλογὴ θὰ γίνῃ διὰ ψηφοφορίας τοῦ κοινοῦ. [833,598,1033,689]
article-text: Ἡ Χορωδία τῶν Ἀθηνῶν θὰ δώσῃ τὴν Τετάρτην τὴν συναυλίαν της εἰς τὸ Ὠδεῖον. Ὁ χορὸς ἀποτελεῖται ἀπὸ 60 φωνάς. Τὸ πρόγραμμα περιλαμβάνει ἔργα Ἑλλήνων καὶ ξένων συνθετῶν. Θὰ ψαλῇ καὶ ὁ Ἐθνικὸς ὕμνος. [623,812,819,903]
advertisement [833,1469,1033,1649]
ad-title: ΠΡΟΧΕΙΡΟΣ ΙΑΤΡΟΣ ΟΔΗΓΟΣ ΔΙΑ ΤΑΣ ΟΙΚΟΓΕΝΕΙΑΣ [857,1476,1009,1529]
article-text: Ἤρχισαν ἤδη ἀποστελλόμεναι αἱ πρῶται φωτογραφίαι τῶν μελλουσῶν νὰ λάβουν μέρος. Ἡ ἐπιτροπὴ ἐξέδωκεν ἀνακοινωθὲν διὰ τοῦ ὁποίου ὁρίζεται ἡ προθεσμία μέχρι τῆς 20ῆς Φεβρουαρίου. [833,372,1033,448]
section-heading: ΕΞΩΤΕΡΙΚΑ ΠΕΡΙΕΡΓΑ [1047,137,1249,163]
section-heading: Η ΜΑΧΗ ΤΩΝ ΓΙΑΝΙΤΣΩΝ — ΠΡΟΣ ΤΗΝ ΚΑΤΑΛΗΨΙΝ [39,1430,196,1465]
ad-text: Ὁ Γενικὸς Ἀρχίατρος Γ. Φ. ΑΝΤΩΝΟΠΟΥΛΟΣ εἰδικὸς Παθολόγος ἐπανῆλθεν. Δέχεται 3-5 μ. μ. Ὁδὸς Θεμιστοκλέους 47. [634,1215,808,1273]
article-text: Ἐξεδόθη τὸ 31ον τεῦχος τοῦ θρησκευτικοῦ καὶ κοινωνικοῦ περιοδικοῦ «Ὀρθοδοξία» μὲ πλουσίαν ὕλην. Ἀποστέλλεται δωρεὰν εἰς τοὺς ἱερεῖς. [833,1162,1033,1237]
author-signature: ΔΗΜ. ΓΑΙΚ. [1486,493,1558,508]
column-rule [615,133,616,2339]
ad-text: Στρεφόμετρα, εὐθυντῆρας τῶν ἐπὶ παραγγελία. [1298,1053,1522,1068]
ad-text: ΤΑΜΙΕΥΤΗΡΙΟΝ [1092,1384,1203,1402]
column-rule [825,133,826,2339]
section-heading: ΚΗΔΕΙΑ [1121,1172,1174,1189]
section-heading: Ο ΑΘΛΗΤΙΣΜΟΣ [1262,55,1558,80]
article-text: Ἡ θαυμασία ἀπάντησις τῆς ταπεινῆς μητρὸς εἶναι πρότυπον ἐγκαρτερήσεως καὶ πίστεως. Καὶ τὰ κυνάρια ἐσθίει ἀπὸ τῶν ψιχίων τῶν πιπτόντων ἀπὸ τῆς τραπέζης τῶν κυρίων αὐτῶν. Ἡ ταπεινοφροσύνη αὐτὴ εἶναι θεῖον δῶρον. Ἡ θεραπεία ἐγένετο ἀπὸ τῆς ὥρας ἐκείνης. [623,504,819,626]
article-text: — Πρέπει νὰ φύγωμεν, εἶπεν ὁ Μόρεντ. Ἡ Λεΐλα τὸν ἐκοίταξε μὲ θλῖψιν. — Πῶς εἶναι δυνατόν; Ἐδῶ εἶναι ἡ ζωή μου, ἡ πατρίς μου. Δὲν δύναμαι νὰ ἐγκαταλείψω τὸν πατέρα μου. Ὁ Μόρεντ τὴν ἔλαβε εἰς τὰς ἀγκάλας του καὶ τῆς ἐψιθύρισε λόγια παρηγορίας. [1262,722,1558,797]
article-subtitle: « ΜΙΣ ΒΑΛΚΑΝΙΩΝ » [867,694,999,709]
article-text: Πετάτε γέλωτα, κάμετε ἀστεῖσμούς; Αὐτὰ τὰ ἔμφυλα καὶ κλείσαμεν διὰ νὰ εἴπωμεν ὅτι εἶναι ἀληθῆ. Διότι ἐκείνοι ποὺ τὰ βλέπουν καὶ τὰ ζοῦν γνωρίζουν καλύτερα. [408,506,610,582]
article-subtitle: ΦΥΛΑΚΗ ΜΕ ΤΟ ΑΥΤΟΚΙΝΗΤΟΝ [1097,167,1199,194]
article-text: Ἡ Ἀκαισολίου διέταξε μέγαν κλειδοπόν εἰς μίαν πόλιν τῆς Βαυαρίας καὶ ἡ ἐπιδιωλλάδα αὐτῆς ἦτο νὰ διευθύνῃ φυλακὰς. Ἡ διάχυσις τῆς φυλακώσεως του ἐκτελεῖται, κατὰ τὰ βιβλία τῆς φυλακῆς, τὴν 28 Δεκεμβρίου, ἀφοῦ ἡ 5 λεπτὰ μετὰ μεσημβρίαν. Ἡ διεύθυνσις τῆς φυλακῆς διέταξε νὰ κλειδωθῇ εἰς τὸ κελλίον. [1047,200,1249,336]
ad-text: μέχρι δραχμῶν 100.000 [1091,1401,1204,1416]
section-heading: Ὁ χορὸς τῆς Χορωδίας «Ἀθηνῶν» [652,771,791,806]
article-headline: ΑΙ ΕΝΔΟΞΟΤΕΡΑΙ ΣΕΛΙΔΕΣ [58,1117,364,1152]
